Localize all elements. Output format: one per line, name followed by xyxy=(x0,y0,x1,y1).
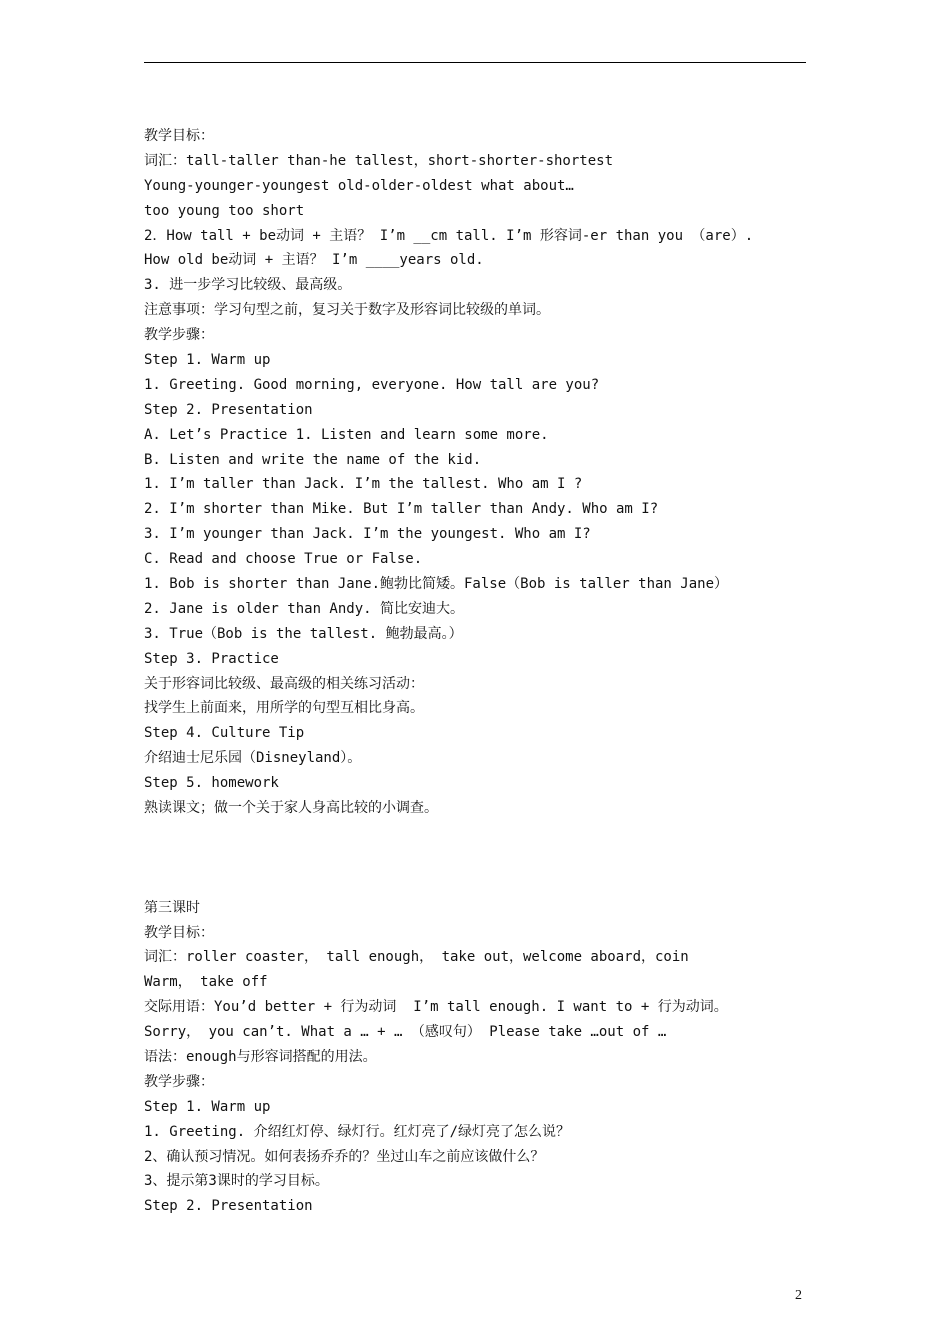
text-line: 介绍迪士尼乐园（Disneyland）。 xyxy=(144,750,362,767)
lesson-section-one xyxy=(144,124,844,821)
text-line: 2、确认预习情况。如何表扬乔乔的？坐过山车之前应该做什么？ xyxy=(144,1148,545,1165)
text-line: Warm， take off xyxy=(144,974,268,991)
text-line: How old be动词 + 主语？ I’m ____years old. xyxy=(144,252,484,269)
text-line: C. Read and choose True or False. xyxy=(144,551,423,568)
text-line: 1. Greeting. 介绍红灯停、绿灯行。红灯亮了/绿灯亮了怎么说？ xyxy=(144,1123,571,1140)
text-line: Step 3. Practice xyxy=(144,650,279,667)
text-line: 3. 进一步学习比较级、最高级。 xyxy=(144,277,352,294)
text-line: B. Listen and write the name of the kid. xyxy=(144,451,482,468)
header-rule xyxy=(144,62,806,63)
text-line: 找学生上前面来，用所学的句型互相比身高。 xyxy=(144,700,424,717)
text-line: 1. Greeting. Good morning, everyone. How tall are you? xyxy=(144,376,600,393)
text-line: 3. I’m younger than Jack. I’m the youngest. Who am I? xyxy=(144,526,591,543)
text-line: 第三课时 xyxy=(144,899,200,916)
document-body xyxy=(144,124,844,1219)
text-line: Young-younger-youngest old-older-oldest what about… xyxy=(144,177,574,194)
text-line: A. Let’s Practice 1. Listen and learn some more. xyxy=(144,426,549,443)
text-line: Sorry， you can’t. What a … + … （感叹句） Please take …out of … xyxy=(144,1024,667,1041)
text-line: 2. I’m shorter than Mike. But I’m taller than Andy. Who am I? xyxy=(144,501,659,518)
text-line: Step 1. Warm up xyxy=(144,1098,271,1115)
text-line: 3、提示第3课时的学习目标。 xyxy=(144,1173,329,1190)
text-line: 2. Jane is older than Andy. 简比安迪大。 xyxy=(144,600,465,617)
text-line: 教学目标： xyxy=(144,924,214,941)
text-line: Step 2. Presentation xyxy=(144,401,313,418)
text-line: Step 1. Warm up xyxy=(144,352,271,369)
text-line: Step 4. Culture Tip xyxy=(144,725,305,742)
text-line: 教学目标： xyxy=(144,128,214,144)
text-line: 教学步骤： xyxy=(144,327,214,344)
section-gap xyxy=(144,821,844,896)
page-number: 2 xyxy=(795,1288,802,1303)
text-line: too young too short xyxy=(144,202,305,219)
text-line: Step 5. homework xyxy=(144,775,279,792)
text-line: 语法：enough与形容词搭配的用法。 xyxy=(144,1048,377,1065)
text-line: Step 2. Presentation xyxy=(144,1198,313,1215)
text-line: 关于形容词比较级、最高级的相关练习活动： xyxy=(144,675,424,692)
text-line: 熟读课文；做一个关于家人身高比较的小调查。 xyxy=(144,800,438,817)
text-line: 词汇：roller coaster， tall enough， take out，welcome aboard，coin xyxy=(144,949,689,966)
text-line: 1. Bob is shorter than Jane.鲍勃比简矮。False（Bob is taller than Jane） xyxy=(144,576,729,593)
text-line: 1. I’m taller than Jack. I’m the tallest. Who am I ? xyxy=(144,476,583,493)
text-line: 词汇：tall-taller than-he tallest，short-shorter-shortest xyxy=(144,152,614,169)
text-line: 注意事项：学习句型之前，复习关于数字及形容词比较级的单词。 xyxy=(144,302,550,319)
text-line: 教学步骤： xyxy=(144,1073,214,1090)
text-line: 交际用语：You’d better + 行为动词 I’m tall enough. I want to + 行为动词。 xyxy=(144,999,728,1016)
lesson-section-two xyxy=(144,896,844,1220)
text-line: 3. True（Bob is the tallest. 鲍勃最高。） xyxy=(144,625,463,642)
text-line: 2．How tall + be动词 + 主语？ I’m __cm tall. I’m 形容词-er than you （are）. xyxy=(144,227,754,244)
